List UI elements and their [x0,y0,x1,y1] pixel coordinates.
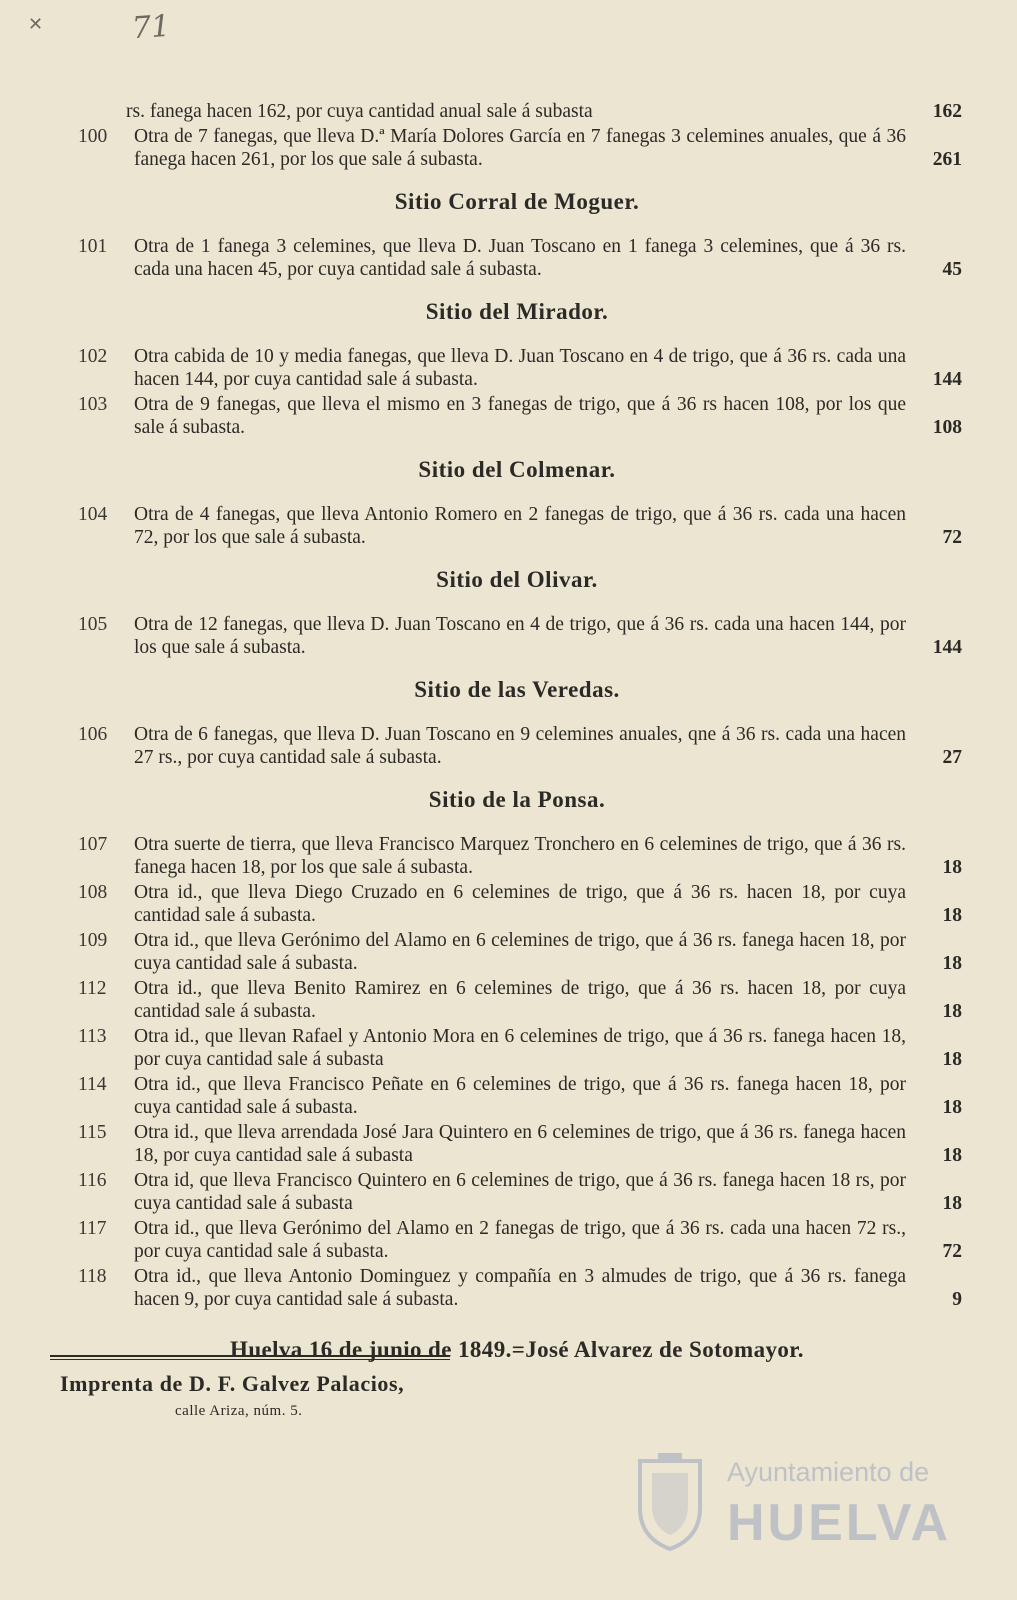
entry-text: Otra de 7 fanegas, que lleva D.ª María Dolores García en 7 fanegas 3 celemines anuales, que á 36 fanega hacen 261, por los que sale á subasta. [134,126,906,170]
entry-number: 109 [78,930,108,951]
list-item [72,881,962,927]
entry-amount: 18 [942,1193,962,1214]
entry-text: Otra cabida de 10 y media fanegas, que lleva D. Juan Toscano en 4 de trigo, que á 36 rs. cada una hacen 144, por cuya cantidad sale á subasta. [134,346,906,390]
list-item [72,125,962,171]
entry-number: 114 [78,1074,107,1095]
entry-text: Otra id., que lleva Diego Cruzado en 6 celemines de trigo, que á 36 rs. hacen 18, por cuya cantidad sale á subasta. [134,882,906,926]
list-item [72,1121,962,1167]
entry-number: 118 [78,1266,107,1287]
watermark-line1: Ayuntamiento de [727,1457,930,1487]
entry-amount: 261 [932,149,962,170]
entry-text: Otra de 9 fanegas, que lleva el mismo en 3 fanegas de trigo, que á 36 rs hacen 108, por los que sale á subasta. [134,394,906,438]
entry-text: Otra de 12 fanegas, que lleva D. Juan Toscano en 4 de trigo, que á 36 rs. cada una hacen 144, por los que sale á subasta. [134,614,906,658]
entry-amount: 108 [932,417,962,438]
entry-amount: 45 [942,259,962,280]
entry-amount: 144 [932,369,962,390]
signature-line: Huelva 16 de junio de 1849.=José Alvarez de Sotomayor. [230,1337,804,1362]
entry-amount: 72 [942,527,962,548]
section-heading: Sitio de las Veredas. [414,677,620,702]
entry-amount: 18 [942,1049,962,1070]
entry-number: 107 [78,834,108,855]
entry-text: Otra id., que lleva arrendada José Jara Quintero en 6 celemines de trigo, que á 36 rs. fanega hacen 18, por cuya cantidad sale á subasta [134,1122,906,1166]
entry-amount: 18 [942,1097,962,1118]
watermark-line2: HUELVA [727,1494,952,1552]
entry-text: Otra id., que lleva Francisco Peñate en 6 celemines de trigo, que á 36 rs. fanega hacen 18, por cuya cantidad sale á subasta. [134,1074,906,1118]
list-item [72,833,962,879]
list-item [72,613,962,659]
list-item [72,1169,962,1215]
entry-text: Otra id., que lleva Benito Ramirez en 6 celemines de trigo, que á 36 rs. hacen 18, por cuya cantidad sale á subasta. [134,978,906,1022]
entry-amount: 144 [932,637,962,658]
entry-text: Otra id., que lleva Gerónimo del Alamo en 6 celemines de trigo, que á 36 rs. fanega hacen 18, por cuya cantidad sale á subasta. [134,930,906,974]
entry-number: 112 [78,978,107,999]
entry-text: Otra de 1 fanega 3 celemines, que lleva D. Juan Toscano en 1 fanega 3 celemines, que á 36 rs. cada una hacen 45, por cuya cantidad sale á subasta. [134,236,906,280]
entry-number: 117 [78,1218,107,1239]
entry-amount: 18 [942,1145,962,1166]
entry-number: 100 [78,126,108,147]
document-body [72,100,962,1363]
entry-number: 116 [78,1170,107,1191]
section-heading: Sitio del Colmenar. [418,457,616,482]
entry-text: Otra id, que lleva Francisco Quintero en 6 celemines de trigo, que á 36 rs. fanega hacen 18 rs, por cuya cantidad sale á subasta [134,1170,906,1214]
section-heading: Sitio del Olivar. [436,567,598,592]
list-item [72,100,962,123]
entry-number: 108 [78,882,108,903]
entry-amount: 162 [932,101,962,122]
list-item [72,235,962,281]
corner-mark: ✕ [28,14,44,34]
entry-text: Otra de 4 fanegas, que lleva Antonio Romero en 2 fanegas de trigo, que á 36 rs. cada una hacen 72, por los que sale á subasta. [134,504,906,548]
entry-number: 105 [78,614,108,635]
list-item [72,345,962,391]
printer-address: calle Ariza, núm. 5. [175,1403,303,1419]
entry-number: 106 [78,724,108,745]
entry-number: 104 [78,504,108,525]
entry-text: rs. fanega hacen 162, por cuya cantidad anual sale á subasta [126,101,593,122]
section-heading: Sitio del Mirador. [425,299,609,324]
entry-amount: 18 [942,953,962,974]
entry-text: Otra id., que lleva Antonio Dominguez y compañía en 3 almudes de trigo, que á 36 rs. fanega hacen 9, por cuya cantidad sale á subasta. [134,1266,906,1310]
list-item [72,1025,962,1071]
entry-amount: 18 [942,1001,962,1022]
section-heading: Sitio de la Ponsa. [428,787,606,812]
list-item [72,393,962,439]
list-item [72,977,962,1023]
archive-watermark [630,1445,950,1565]
entry-text: Otra id., que lleva Gerónimo del Alamo en 2 fanegas de trigo, que á 36 rs. cada una hacen 72 rs., por cuya cantidad sale á subasta. [134,1218,906,1262]
entry-text: Otra id., que llevan Rafael y Antonio Mora en 6 celemines de trigo, que á 36 rs. fanega hacen 18, por cuya cantidad sale á subasta [134,1026,906,1070]
entry-text: Otra de 6 fanegas, que lleva D. Juan Toscano en 9 celemines anuales, qne á 36 rs. cada una hacen 27 rs., por cuya cantidad sale á subasta. [134,724,906,768]
list-item [72,929,962,975]
entry-number: 101 [78,236,108,257]
entry-amount: 18 [942,857,962,878]
entry-number: 113 [78,1026,107,1047]
entry-amount: 72 [942,1241,962,1262]
coat-of-arms-icon [630,1453,710,1553]
list-item [72,1265,962,1311]
entry-amount: 9 [952,1289,962,1310]
handwritten-folio-number: 71 [130,8,172,47]
entry-number: 115 [78,1122,107,1143]
list-item [72,1073,962,1119]
entry-number: 103 [78,394,108,415]
list-item [72,1217,962,1263]
printer-imprint: Imprenta de D. F. Galvez Palacios, [60,1371,405,1396]
list-item [72,503,962,549]
entry-amount: 27 [942,747,962,768]
entry-number: 102 [78,346,108,367]
entry-text: Otra suerte de tierra, que lleva Francisco Marquez Tronchero en 6 celemines de trigo, que á 36 rs. fanega hacen 18, por los que sale á subasta. [134,834,906,878]
entry-amount: 18 [942,905,962,926]
decorative-rule [50,1353,450,1362]
list-item [72,723,962,769]
section-heading: Sitio Corral de Moguer. [394,189,640,214]
